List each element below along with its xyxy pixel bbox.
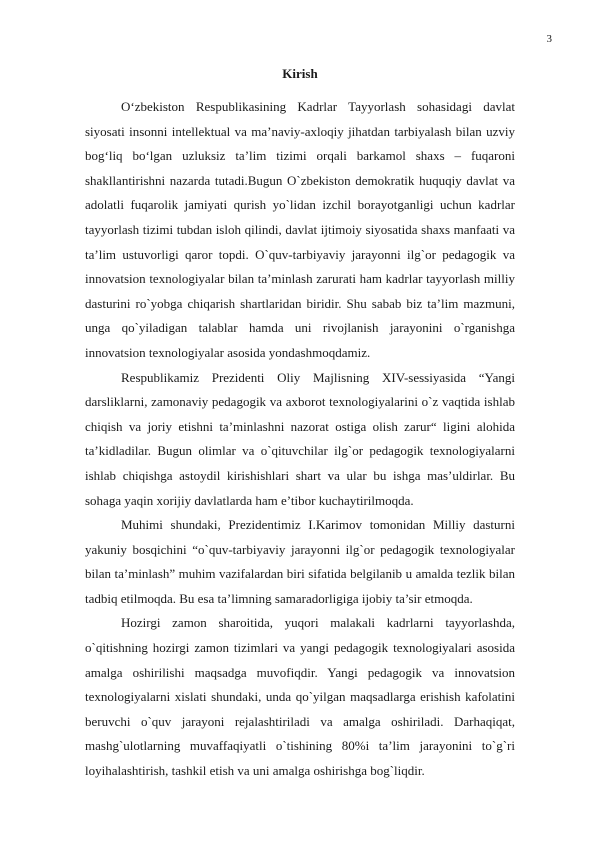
body-text (85, 95, 515, 784)
paragraph-3: Muhimi shundaki, Prezidentimiz I.Karimov tomonidan Milliy dasturni yakuniy bosqichini “o`quv-tarbiyaviy jarayonni ilg`or pedagogik texnologiyalar bilan ta’minlash” muhim vazifalardan biri sifatida belgilanib u amalda tezlik bilan tadbiq etilmoqda. Bu esa ta’limning samaradorligiga ijobiy ta’sir etmoqda. (85, 517, 515, 606)
page-number: 3 (546, 33, 552, 45)
paragraph-4: Hozirgi zamon sharoitida, yuqori malakali kadrlarni tayyorlashda, o`qitishning hozirgi zamon tizimlari va yangi pedagogik texnologiyalari asosida amalga oshirilishi maqsadga muvofiqdir. Yangi pedagogik va innovatsion texnologiyalarni xislati shundaki, unda qo`yilgan maqsadlarga erishish kafolatini beruvchi o`quv jarayoni rejalashtiriladi va amalga oshiriladi. Darhaqiqat, mashg`ulotlarning muvaffaqiyatli o`tishining 80%i ta’lim jarayonini to`g`ri loyihalashtirish, tashkil etish va uni amalga oshirishga bog`liqdir. (85, 615, 515, 779)
section-title: Kirish (282, 66, 318, 81)
paragraph-2: Respublikamiz Prezidenti Oliy Majlisning XIV-sessiyasida “Yangi darsliklarni, zamonaviy pedagogik va axborot texnologiyalarini o`z vaqtida ishlab chiqish va joriy etishni ta’minlashni nazorat ostiga olish zarur“ ligini alohida ta’kidladilar. Bugun olimlar va o`qituvchilar ilg`or pedagogik texnologiyalarni ishlab chiqishga astoydil kirishishlari shart va ular bu ishga mas’uldirlar. Bu sohaga yaqin xorijiy davlatlarda ham e’tibor kuchaytirilmoqda. (85, 369, 515, 508)
paragraph-1: O‘zbekiston Respublikasining Kadrlar Tayyorlash sohasidagi davlat siyosati insonni intellektual va ma’naviy-axloqiy jihatdan tarbiyalash bilan uzviy bog‘liq bo‘lgan uzluksiz ta’lim tizimi orqali barkamol shaxs – fuqaroni shakllantirishni nazarda tutadi.Bugun O`zbekiston demokratik huquqiy davlat va adolatli fuqarolik jamiyati qurish yo`lidan izchil borayotganligi uchun kadrlar tayyorlash tizimi tubdan isloh qilindi, davlat ijtimoiy siyosatida shaxs manfaati va ta’lim ustuvorligi qaror topdi. O`quv-tarbiyaviy jarayonni ilg`or pedagogik va innovatsion texnologiyalar bilan ta’minlash zarurati ham kadrlar tayyorlash milliy dasturini ro`yobga chiqarish shartlaridan biridir. Shu sabab biz ta’lim mazmuni, unga qo`yiladigan talablar hamda uni rivojlanish jarayonini o`rganishga innovatsion texnologiyalar asosida yondashmoqdamiz. (85, 99, 515, 360)
